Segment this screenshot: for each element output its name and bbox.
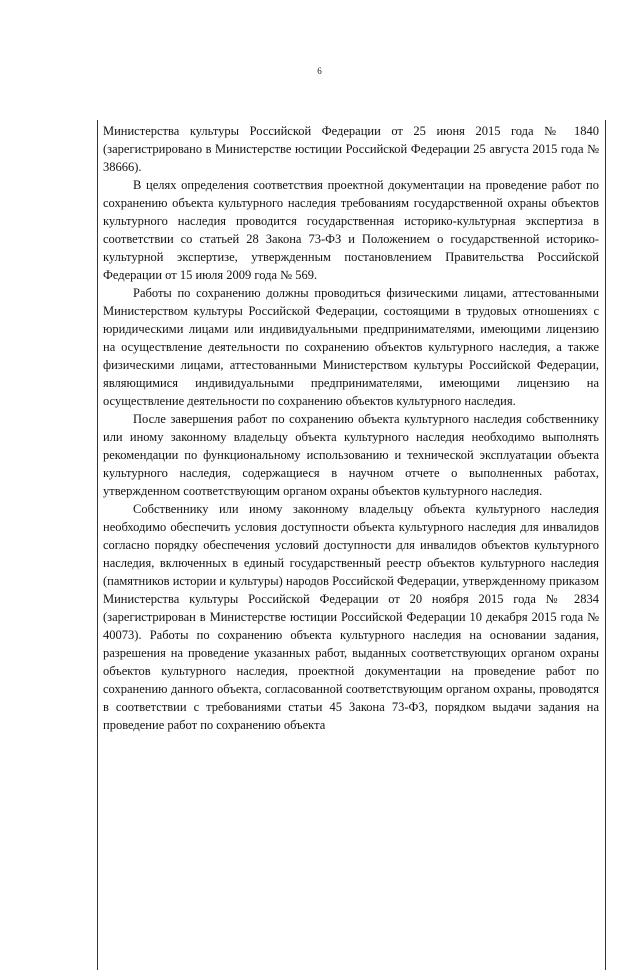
page-number: 6 <box>317 66 322 76</box>
paragraph-2: В целях определения соответствия проектной документации на проведение работ по сохранению объекта культурного наследия требованиям государственной охраны объектов культурного наследия проводится государственная историко-культурная экспертиза в соответствии со статьей 28 Закона 73-ФЗ и Положением о государственной историко-культурной экспертизе, утвержденным постановлением Правительства Российской Федерации от 15 июля 2009 года № 569. <box>103 178 599 282</box>
paragraph-3: Работы по сохранению должны проводиться физическими лицами, аттестованными Министерством культуры Российской Федерации, состоящими в трудовых отношениях с юридическими лицами или индивидуальными предпринимателями, имеющими лицензию на осуществление деятельности по сохранению объектов культурного наследия, а также физическими лицами, аттестованными Министерством культуры Российской Федерации, являющимися индивидуальными предпринимателями, имеющими лицензию на осуществление деятельности по сохранению объектов культурного наследия. <box>103 286 599 408</box>
paragraph-1: Министерства культуры Российской Федерации от 25 июня 2015 года № 1840 (зарегистрировано в Министерстве юстиции Российской Федерации 25 августа 2015 года № 38666). <box>103 124 599 174</box>
paragraph-4: После завершения работ по сохранению объекта культурного наследия собственнику или иному законному владельцу объекта культурного наследия необходимо выполнять рекомендации по функциональному использованию и технической эксплуатации объекта культурного наследия, содержащиеся в научном отчете о выполненных работах, утвержденном соответствующим органом охраны объектов культурного наследия. <box>103 412 599 498</box>
paragraph-5: Собственнику или иному законному владельцу объекта культурного наследия необходимо обеспечить условия доступности объекта культурного наследия для инвалидов согласно порядку обеспечения условий доступности для инвалидов объектов культурного наследия, включенных в единый государственный реестр объектов культурного наследия (памятников истории и культуры) народов Российской Федерации, утвержденному приказом Министерства культуры Российской Федерации от 20 ноября 2015 года № 2834 (зарегистрирован в Министерстве юстиции Российской Федерации 10 декабря 2015 года № 40073). Работы по сохранению объекта культурного наследия на основании задания, разрешения на проведение указанных работ, выданных соответствующих органом охраны объектов культурного наследия, проектной документации на проведение работ по сохранению данного объекта, согласованной соответствующим органом охраны, проводятся в соответствии с требованиями статьи 45 Закона 73-ФЗ, порядком выдачи задания на проведение работ по сохранению объекта <box>103 502 599 732</box>
document-body <box>103 122 599 734</box>
